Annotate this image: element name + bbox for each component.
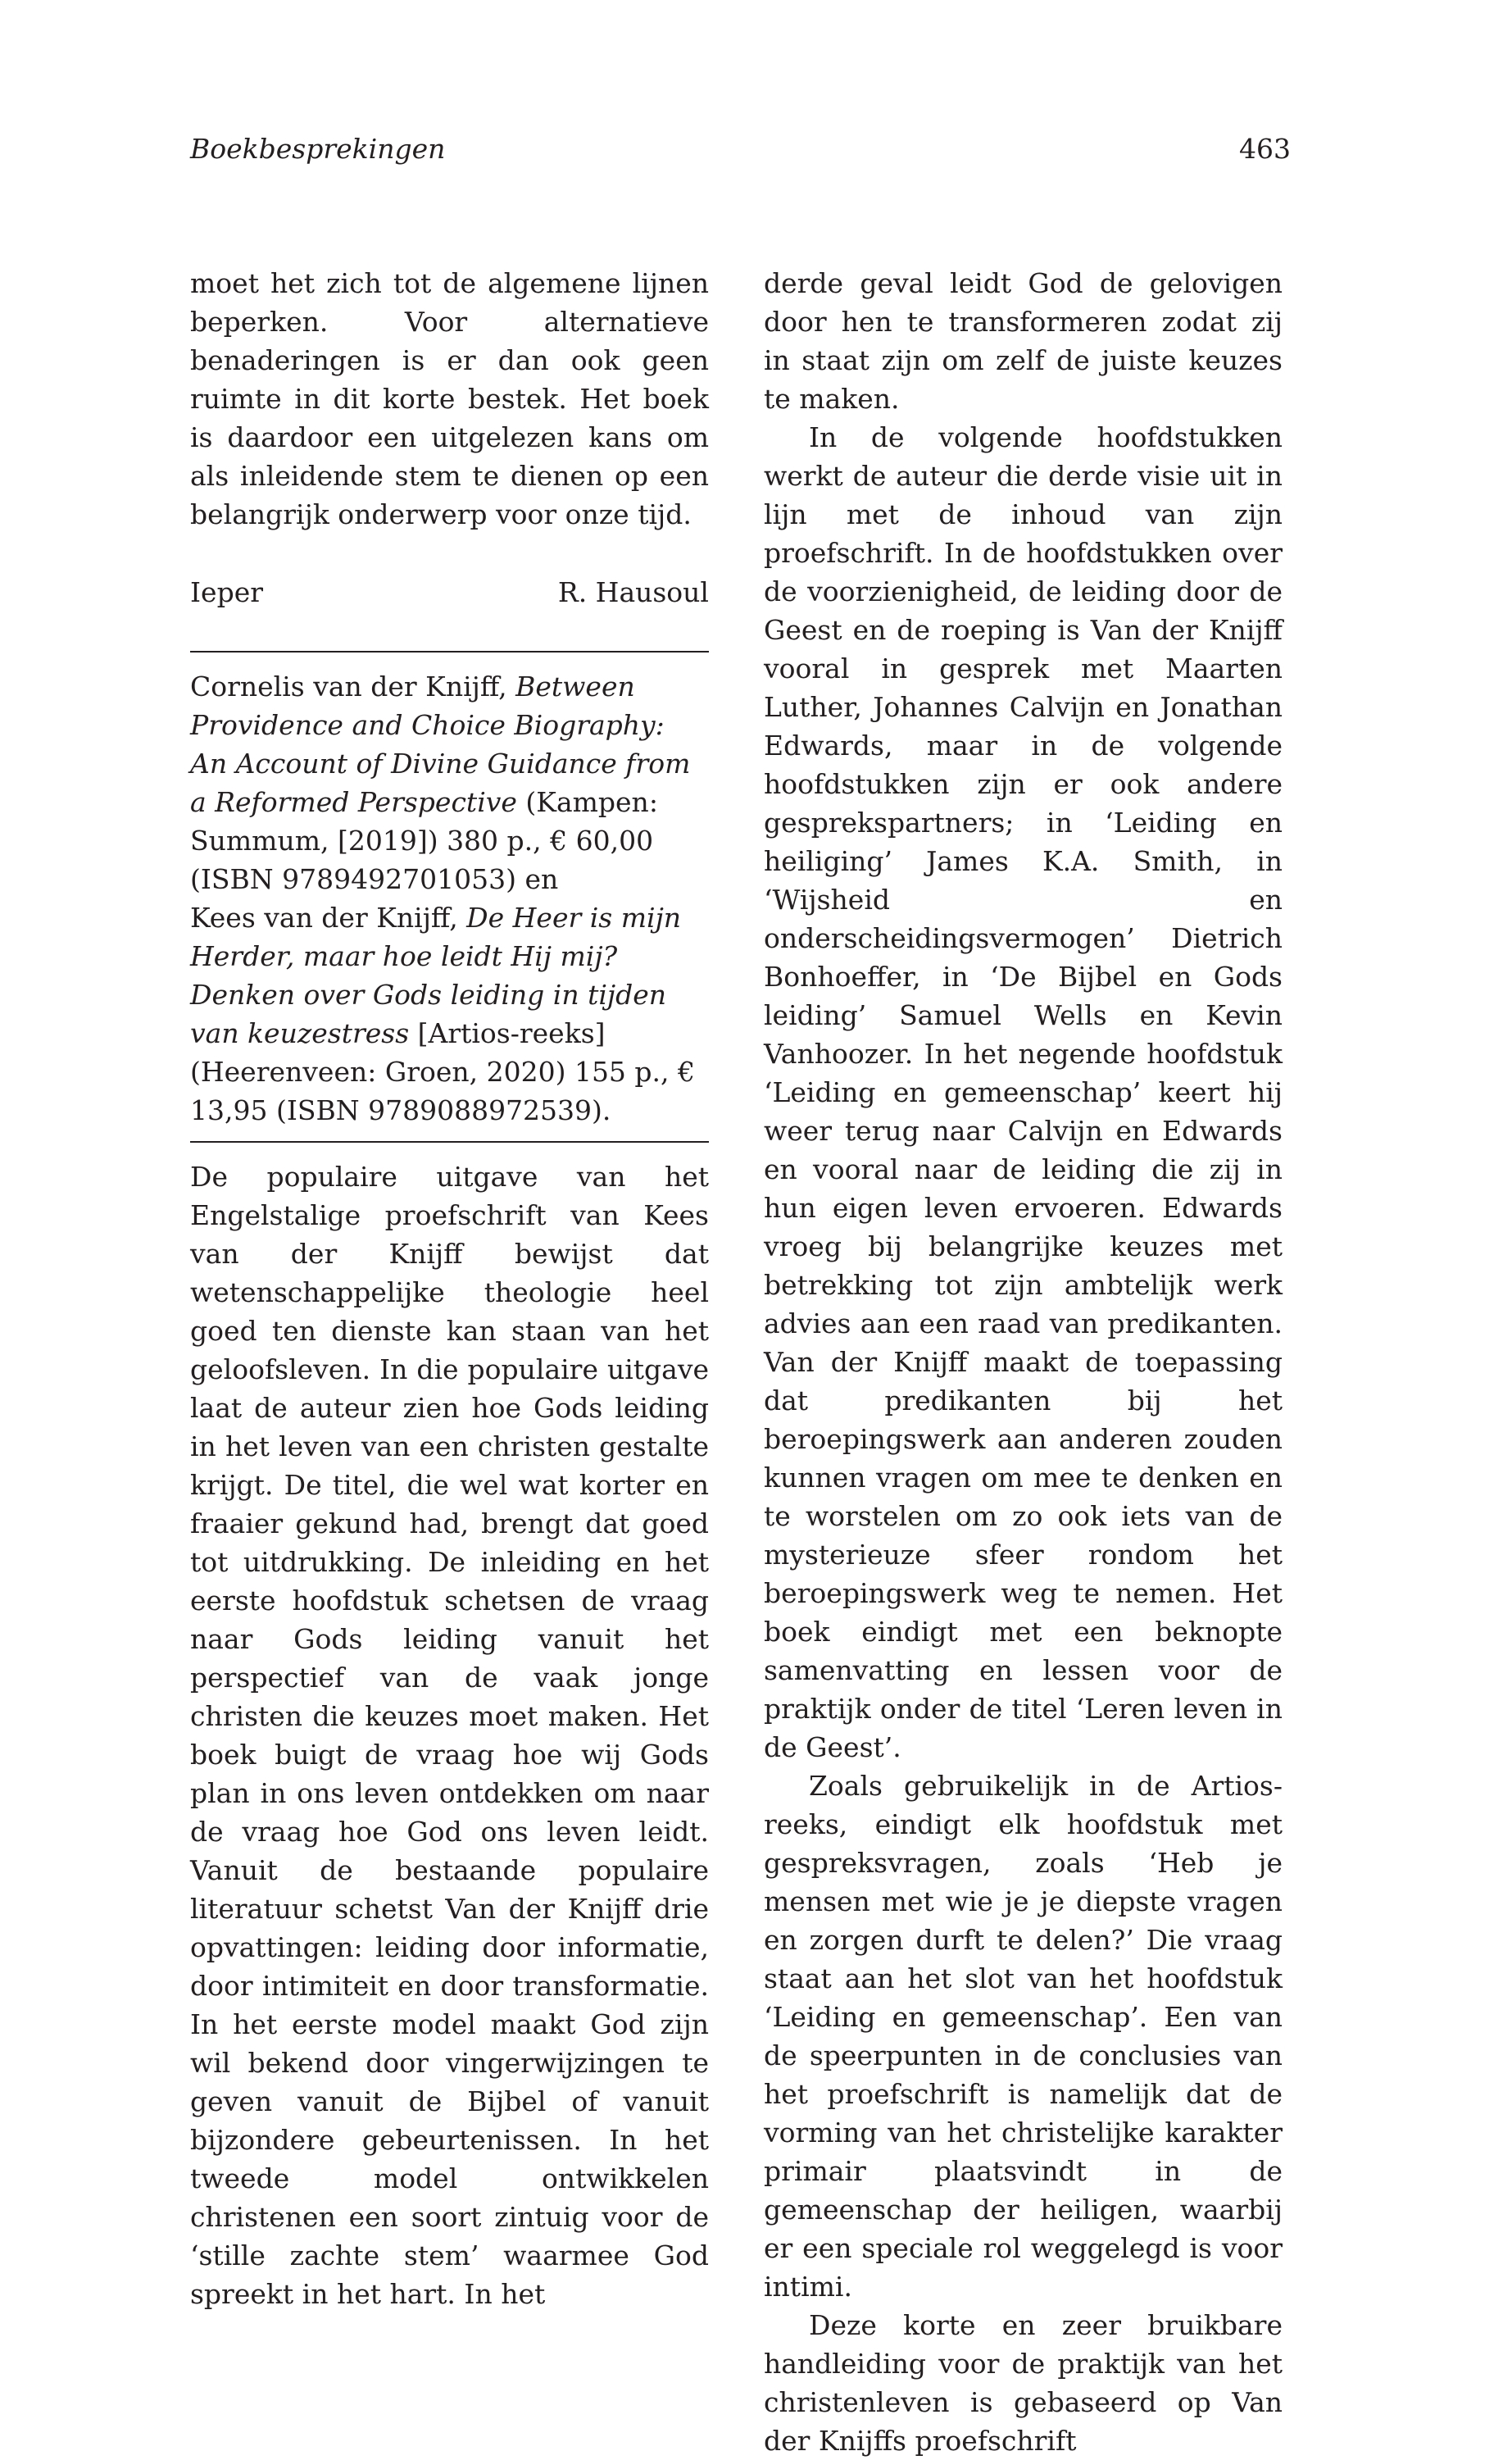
book1-details: (Kampen: Summum, [2019]) 380 p., € 60,00 (ISBN 9789492701053) en xyxy=(190,786,658,895)
right-paragraph-2: In de volgende hoofdstukken werkt de auteur die derde visie uit in lijn met de inhoud van zijn proefschrift. In de hoofdstukken over de voorzienigheid, de leiding door de Geest en de roeping is Van der Knijff vooral in gesprek met Maarten Luther, Johannes Calvijn en Jonathan Edwards, maar in de volgende hoofdstukken zijn er ook andere gesprekspartners; in ‘Leiding en heiliging’ James K.A. Smith, in ‘Wijsheid en onderscheidingsvermogen’ Dietrich Bonhoeffer, in ‘De Bijbel en Gods leiding’ Samuel Wells en Kevin Vanhoozer. In het negende hoofdstuk ‘Leiding en gemeenschap’ keert hij weer terug naar Calvijn en Edwards en vooral naar de leiding die zij in hun eigen leven ervoeren. Edwards vroeg bij belangrijke keuzes met betrekking tot zijn ambtelijk werk advies aan een raad van predikanten. Van der Knijff maakt de toepassing dat predikanten bij het beroepingswerk aan anderen zouden kunnen vragen om mee te denken en te worstelen om zo ook iets van de mysterieuze sfeer rondom het beroepingswerk weg te nemen. Het boek eindigt met een beknopte samenvatting en lessen voor de praktijk onder de titel ‘Leren leven in de Geest’. xyxy=(764,421,1283,1763)
book2-title: De Heer is mijn Herder, maar hoe leidt Hij mij? Denken over Gods leiding in tijden van keuzestress xyxy=(190,902,682,1049)
right-paragraph-4: Deze korte en zeer bruikbare handleiding voor de praktijk van het christenleven is gebaseerd op Van der Knijffs proefschrift xyxy=(764,2309,1283,2457)
divider-top xyxy=(190,651,709,653)
right-column xyxy=(764,264,1283,2460)
book1-title: Between Providence and Choice Biography: An Account of Divine Guidance from a Reformed Perspective xyxy=(190,671,691,818)
review-paragraph: De populaire uitgave van het Engelstalige proefschrift van Kees van der Knijff bewijst dat wetenschappelijke theologie heel goed ten dienste kan staan van het geloofsleven. In die populaire uitgave laat de auteur zien hoe Gods leiding in het leven van een christen gestalte krijgt. De titel, die wel wat korter en fraaier gekund had, brengt dat goed tot uitdrukking. De inleiding en het eerste hoofdstuk schetsen de vraag naar Gods leiding vanuit het perspectief van de vaak jonge christen die keuzes moet maken. Het boek buigt de vraag hoe wij Gods plan in ons leven ontdekken om naar de vraag hoe God ons leven leidt. Vanuit de bestaande populaire literatuur schetst Van der Knijff drie opvattingen: leiding door informatie, door intimiteit en door transformatie. In het eerste model maakt God zijn wil bekend door vingerwijzingen te geven vanuit de Bijbel of vanuit bijzondere gebeurtenissen. In het tweede model ontwikkelen christenen een soort zintuig voor de ‘stille zachte stem’ waarmee God spreekt in het hart. In het xyxy=(190,1161,709,2310)
signature-author: R. Hausoul xyxy=(557,576,709,608)
divider-bottom xyxy=(190,1141,709,1143)
book2-details: [Artios-reeks] (Heerenveen: Groen, 2020) 155 p., € 13,95 (ISBN 9789088972539). xyxy=(190,1017,696,1126)
running-head: Boekbesprekingen xyxy=(190,133,446,165)
left-column xyxy=(190,264,709,2313)
right-paragraph-3: Zoals gebruikelijk in de Artios-reeks, eindigt elk hoofdstuk met gespreksvragen, zoals ‘Heb je mensen met wie je je diepste vragen en zorgen durft te delen?’ Die vraag staat aan het slot van het hoofdstuk ‘Leiding en gemeenschap’. Een van de speerpunten in de conclusies van het proefschrift is namelijk dat de vorming van het christelijke karakter primair plaatsvindt in de gemeenschap der heiligen, waarbij er een speciale rol weggelegd is voor intimi. xyxy=(764,1770,1283,2303)
review-signature xyxy=(190,573,709,612)
page-number: 463 xyxy=(1239,133,1291,165)
book2-author: Kees van der Knijff, xyxy=(190,902,467,934)
signature-place: Ieper xyxy=(190,576,263,608)
right-paragraph-1: derde geval leidt God de gelovigen door hen te transformeren zodat zij in staat zijn om zelf de juiste keuzes te maken. xyxy=(764,267,1283,415)
intro-paragraph: moet het zich tot de algemene lijnen beperken. Voor alternatieve benaderingen is er dan ook geen ruimte in dit korte bestek. Het boek is daardoor een uitgelezen kans om als inleidende stem te dienen op een belangrijk onderwerp voor onze tijd. xyxy=(190,267,709,530)
bibliography-entry xyxy=(190,667,709,1130)
book1-author: Cornelis van der Knijff, xyxy=(190,671,516,703)
